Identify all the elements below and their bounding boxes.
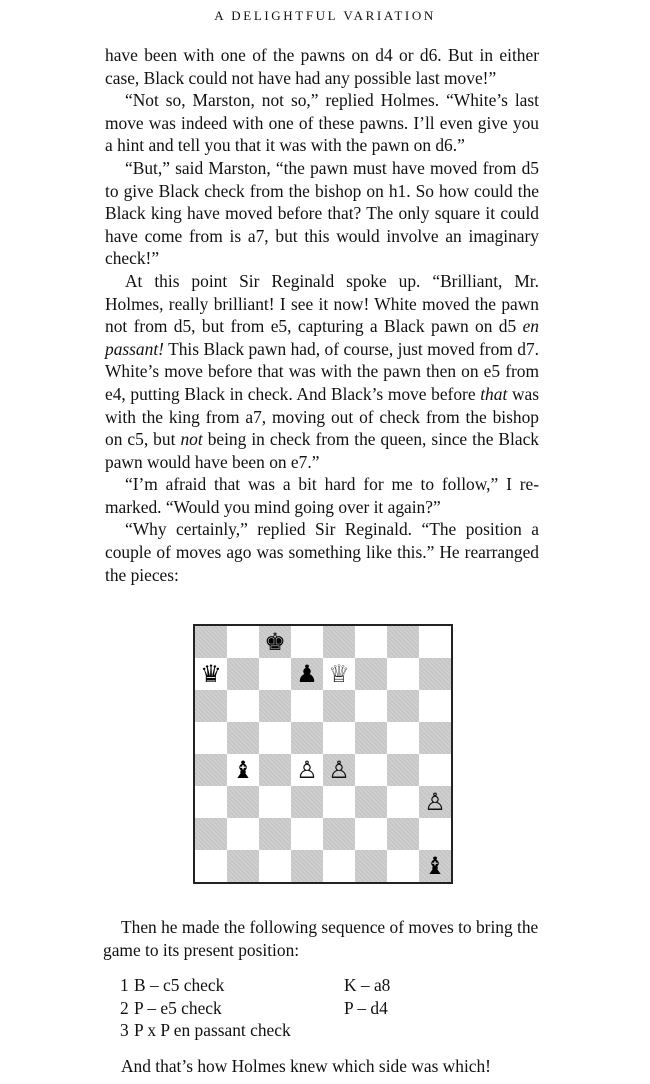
- square-e7: [323, 658, 355, 690]
- square-h3: [419, 786, 451, 818]
- square-d7: [291, 658, 323, 690]
- white-pawn-icon: ♙: [328, 756, 350, 784]
- white-move: P – e5 check: [134, 997, 222, 1018]
- square-b6: [227, 690, 259, 722]
- black-move: K – a8: [344, 975, 391, 995]
- paragraph-5: “I’m afraid that was a bit hard for me to follow,” I remarked. “Would you mind going over it again?”: [105, 474, 539, 517]
- square-d6: [291, 690, 323, 722]
- square-g2: [387, 818, 419, 850]
- white-move: P x P en passant check: [134, 1020, 291, 1041]
- square-f6: [355, 690, 387, 722]
- square-e5: [323, 722, 355, 754]
- move-row: [120, 1019, 540, 1042]
- square-e8: [323, 626, 355, 658]
- square-c2: [259, 818, 291, 850]
- square-b5: [227, 722, 259, 754]
- square-a8: [195, 626, 227, 658]
- square-b7: [227, 658, 259, 690]
- move-number: 3: [120, 1020, 129, 1041]
- white-pawn-icon: ♙: [424, 788, 446, 816]
- square-a4: [195, 754, 227, 786]
- square-g1: [387, 850, 419, 882]
- square-d2: [291, 818, 323, 850]
- square-b1: [227, 850, 259, 882]
- black-bishop-icon: ♝: [232, 756, 254, 784]
- square-f2: [355, 818, 387, 850]
- black-king-icon: ♚: [264, 628, 286, 656]
- square-e1: [323, 850, 355, 882]
- square-c7: [259, 658, 291, 690]
- square-c4: [259, 754, 291, 786]
- square-g7: [387, 658, 419, 690]
- square-a6: [195, 690, 227, 722]
- square-f3: [355, 786, 387, 818]
- square-h5: [419, 722, 451, 754]
- square-f4: [355, 754, 387, 786]
- move-list: [120, 974, 540, 1042]
- after-diagram-text: [103, 916, 543, 961]
- square-a3: [195, 786, 227, 818]
- square-h8: [419, 626, 451, 658]
- square-d8: [291, 626, 323, 658]
- paragraph-4: At this point Sir Reginald spoke up. “Brilliant, Mr. Holmes, really brilliant! I see it now! White moved the pawn not from d5, but from e5, capturing a Black pawn on d5 en passant! This Black pawn had, of course, just moved from d7. White’s move before that was with the pawn then on e5 from e4, putting Black in check. And Black’s move before that was with the king from a7, moving out of check from the bishop on c5, but not being in check from the queen, since the Black pawn would have been on e7.”: [105, 270, 539, 472]
- black-bishop-icon: ♝: [424, 852, 446, 880]
- square-h2: [419, 818, 451, 850]
- square-e3: [323, 786, 355, 818]
- move-number: 1: [120, 975, 129, 995]
- square-c3: [259, 786, 291, 818]
- paragraph-1: have been with one of the pawns on d4 or d6. But in either case, Black could not have had any possible last move!”: [105, 45, 539, 88]
- square-g8: [387, 626, 419, 658]
- square-d1: [291, 850, 323, 882]
- square-g5: [387, 722, 419, 754]
- black-move: P – d4: [344, 997, 388, 1018]
- square-g4: [387, 754, 419, 786]
- move-number: 2: [120, 997, 129, 1018]
- paragraph-6: “Why certainly,” replied Sir Reginald. “The position a couple of moves ago was something like this.” He rearranged the pieces:: [105, 519, 539, 585]
- paragraph-2: “Not so, Marston, not so,” replied Holmes. “White’s last move was indeed with one of these pawns. I’ll even give you a hint and tell you that it was with the pawn on d6.”: [105, 90, 539, 156]
- closing-line: And that’s how Holmes knew which side was which!: [121, 1056, 491, 1076]
- square-e4: [323, 754, 355, 786]
- white-pawn-icon: ♙: [296, 756, 318, 784]
- square-f1: [355, 850, 387, 882]
- square-d5: [291, 722, 323, 754]
- square-a7: [195, 658, 227, 690]
- black-queen-icon: ♛: [200, 660, 222, 688]
- square-c8: [259, 626, 291, 658]
- black-move: [344, 1019, 524, 1042]
- square-f8: [355, 626, 387, 658]
- square-f5: [355, 722, 387, 754]
- body-text: [105, 44, 539, 586]
- square-c6: [259, 690, 291, 722]
- square-b2: [227, 818, 259, 850]
- square-h4: [419, 754, 451, 786]
- square-e2: [323, 818, 355, 850]
- square-g6: [387, 690, 419, 722]
- black-pawn-icon: ♟: [296, 660, 318, 688]
- square-d3: [291, 786, 323, 818]
- square-b8: [227, 626, 259, 658]
- square-h7: [419, 658, 451, 690]
- square-b4: [227, 754, 259, 786]
- moves-intro: Then he made the following sequence of moves to bring the game to its present position:: [103, 917, 539, 960]
- square-e6: [323, 690, 355, 722]
- move-row: [120, 974, 540, 997]
- square-f7: [355, 658, 387, 690]
- square-a2: [195, 818, 227, 850]
- move-row: [120, 997, 540, 1020]
- square-h1: [419, 850, 451, 882]
- square-g3: [387, 786, 419, 818]
- paragraph-3: “But,” said Marston, “the pawn must have moved from d5 to give Black check from the bishop on h1. So how could the Black king have moved before that? The only square it could have come from is a7, but this would involve an imaginary check!”: [105, 157, 539, 269]
- square-c5: [259, 722, 291, 754]
- square-d4: [291, 754, 323, 786]
- square-a1: [195, 850, 227, 882]
- square-a5: [195, 722, 227, 754]
- square-c1: [259, 850, 291, 882]
- chess-board-diagram: [193, 624, 453, 884]
- square-b3: [227, 786, 259, 818]
- square-h6: [419, 690, 451, 722]
- white-queen-icon: ♕: [328, 660, 350, 688]
- running-head: A DELIGHTFUL VARIATION: [214, 8, 436, 23]
- white-move: B – c5 check: [134, 975, 225, 995]
